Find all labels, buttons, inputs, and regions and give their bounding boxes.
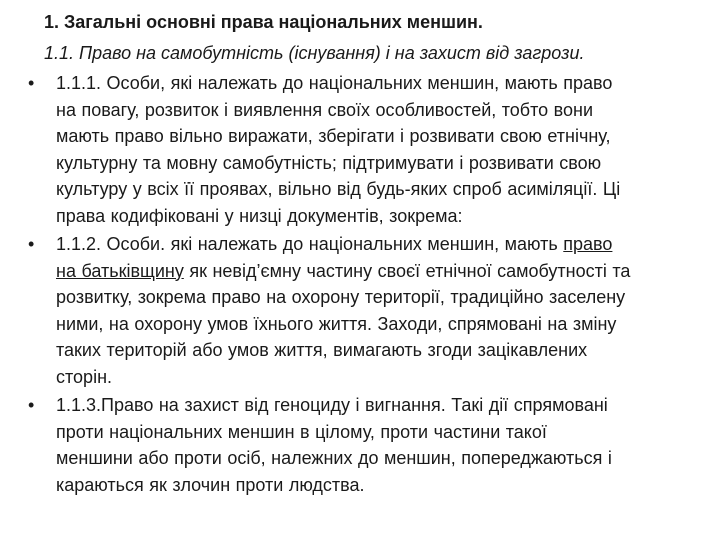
- bullet-text: 1.1.1. Особи, які належать до національних меншин, мають право на повагу, розвиток і виявлення своїх особливостей, тобто вони мають право вільно виражати, зберігати і розвивати свою етнічну, культурну та мовну самобутність; підтримувати і розвивати свою культуру у всіх її проявах, вільно від будь-яких спроб асиміляції. Ці права кодифіковані у низці документів, зокрема:: [56, 73, 621, 226]
- bullet-dot-icon: •: [28, 234, 35, 254]
- section-heading: 1. Загальні основні права національних меншин.: [44, 12, 483, 32]
- bullet-dot-icon: •: [28, 73, 35, 93]
- bullet-item-2: [26, 231, 696, 390]
- bullet-dot-icon: •: [28, 395, 35, 415]
- bullet-text-part: як невід’ємну частину своєї етнічної самобутності та розвитку, зокрема право на охорону території, традиційно заселену ними, на охорону умов їхнього життя. Заходи, спрямовані на зміну таких територій або умов життя, вимагають згоди зацікавлених сторін.: [56, 260, 631, 387]
- subsection-heading: 1.1. Право на самобутність (існування) і на захист від загрози.: [44, 43, 585, 63]
- bullet-item-3: [26, 392, 696, 498]
- underlined-phrase: на батьківщину: [56, 260, 184, 281]
- bullet-text: 1.1.3.Право на захист від геноциду і вигнання. Такі дії спрямовані проти національних меншин в цілому, проти частини такої меншини або проти осіб, належних до меншин, попереджаються і караються як злочин проти людства.: [56, 395, 612, 495]
- bullet-item-1: [26, 70, 696, 229]
- bullet-list: [26, 70, 696, 500]
- underlined-phrase: право: [563, 234, 613, 254]
- bullet-text: [56, 231, 696, 390]
- bullet-text-part: 1.1.2. Особи. які належать до національних меншин, мають: [56, 234, 564, 254]
